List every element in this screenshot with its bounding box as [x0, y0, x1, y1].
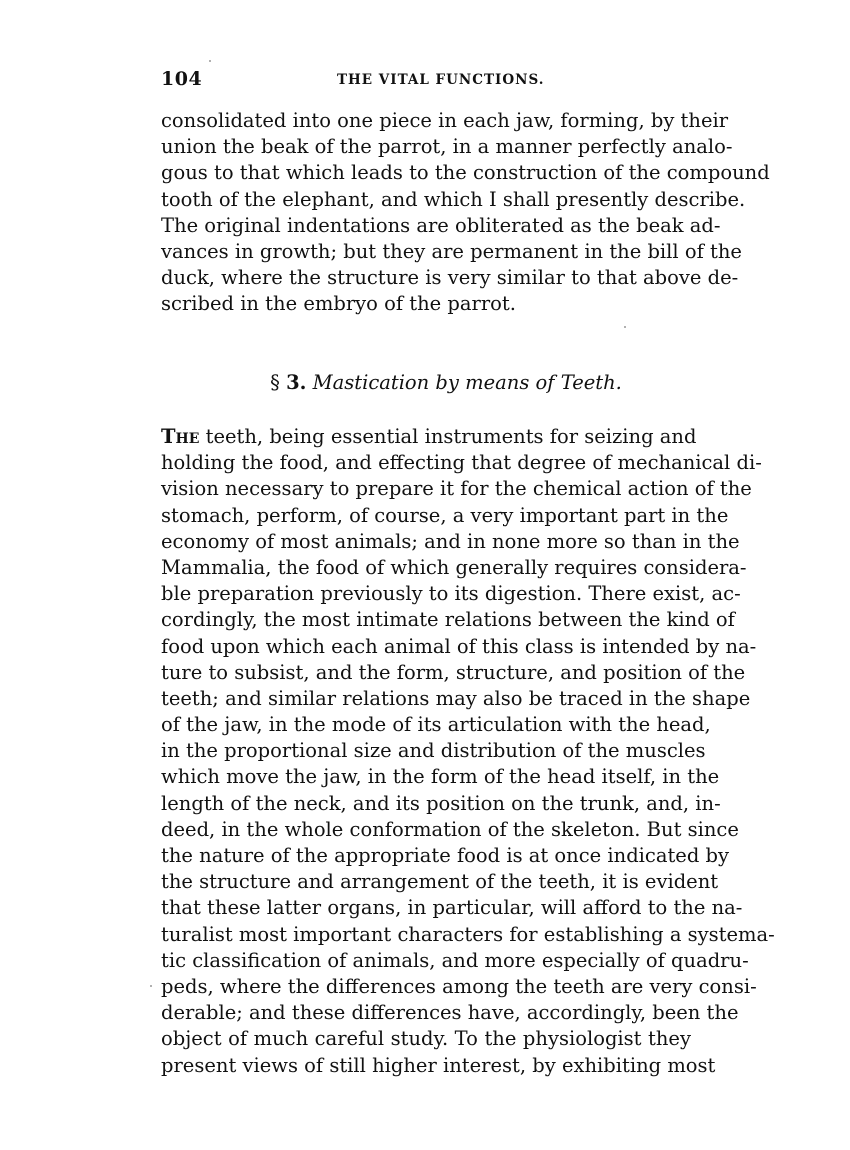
text-line: gous to that which leads to the construction of the compound: [161, 161, 770, 185]
text-line: The teeth, being essential instruments for seizing and: [161, 425, 697, 448]
text-line: duck, where the structure is very similar to that above de-: [161, 266, 739, 290]
running-head: [161, 68, 691, 96]
text-line: which move the jaw, in the form of the head itself, in the: [161, 765, 720, 789]
section-title: Mastication by means of Teeth.: [312, 371, 622, 394]
text-line: union the beak of the parrot, in a manner perfectly analo-: [161, 135, 733, 159]
section-symbol: §: [270, 371, 280, 394]
text-line: vances in growth; but they are permanent in the bill of the: [161, 239, 742, 263]
text-line: of the jaw, in the mode of its articulation with the head,: [161, 713, 711, 737]
text-line: tooth of the elephant, and which I shall presently describe.: [161, 187, 746, 211]
page-number: 104: [161, 68, 203, 90]
text-line: The original indentations are obliterated as the beak ad-: [161, 213, 721, 237]
text-line: vision necessary to prepare it for the chemical action of the: [161, 477, 752, 501]
text-line: the structure and arrangement of the teeth, it is evident: [161, 870, 719, 894]
text-line: scribed in the embryo of the parrot.: [161, 292, 516, 316]
text-line: length of the neck, and its position on the trunk, and, in-: [161, 791, 721, 815]
text-line: object of much careful study. To the physiologist they: [161, 1027, 691, 1051]
text-line: economy of most animals; and in none more so than in the: [161, 529, 740, 553]
text-line: holding the food, and effecting that degree of mechanical di-: [161, 451, 762, 475]
running-title: THE VITAL FUNCTIONS.: [337, 72, 545, 88]
text-line: derable; and these differences have, accordingly, been the: [161, 1001, 739, 1025]
text-line: food upon which each animal of this class is intended by na-: [161, 634, 757, 658]
text-line: in the proportional size and distribution of the muscles: [161, 739, 706, 763]
text-line: the nature of the appropriate food is at once indicated by: [161, 844, 730, 867]
text-line: present views of still higher interest, by exhibiting most: [161, 1053, 716, 1077]
paragraph-two: [161, 424, 775, 1079]
text-line: peds, where the differences among the teeth are very consi-: [161, 974, 757, 998]
text-line: tic classification of animals, and more especially of quadru-: [161, 948, 749, 972]
paragraph-one: [161, 108, 770, 318]
text-line: ture to subsist, and the form, structure, and position of the: [161, 660, 746, 684]
text-line: deed, in the whole conformation of the skeleton. But since: [161, 817, 739, 841]
text-line: turalist most important characters for establishing a systema-: [161, 922, 775, 946]
text-line: cordingly, the most intimate relations between the kind of: [161, 608, 735, 632]
text-line: Mammalia, the food of which generally requires considera-: [161, 555, 747, 579]
paper-speck: [150, 985, 152, 987]
section-heading: [161, 369, 691, 397]
text-line: that these latter organs, in particular, will afford to the na-: [161, 896, 743, 920]
small-caps-opening: The: [161, 425, 200, 448]
text-line: consolidated into one piece in each jaw, forming, by their: [161, 109, 729, 132]
paper-speck: [624, 326, 626, 328]
paper-speck: [209, 60, 211, 62]
text-line: stomach, perform, of course, a very important part in the: [161, 503, 729, 527]
text-line: teeth; and similar relations may also be traced in the shape: [161, 686, 751, 710]
text-line: ble preparation previously to its digestion. There exist, ac-: [161, 582, 741, 606]
section-number: 3.: [286, 371, 307, 394]
